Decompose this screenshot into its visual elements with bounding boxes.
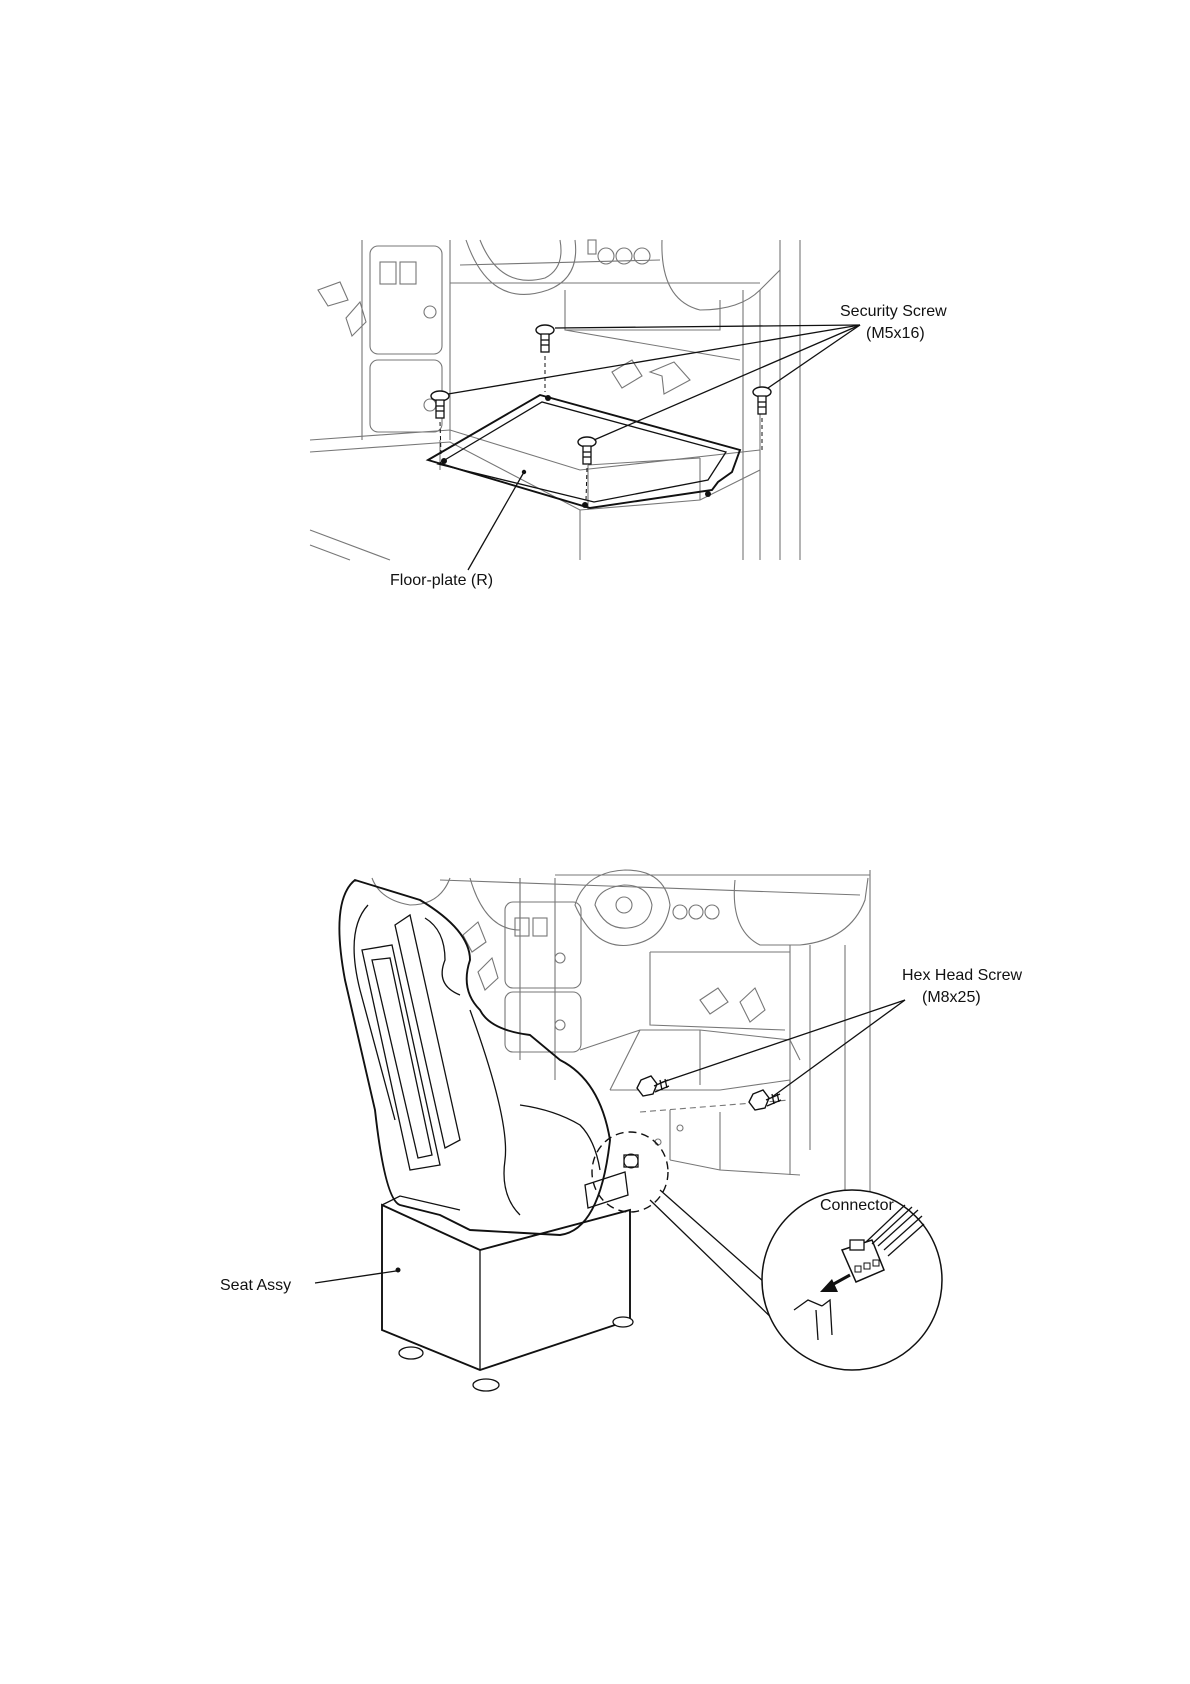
hex-head-screw-label: Hex Head Screw [902,967,1023,984]
security-screw-size-label: (M5x16) [866,325,925,342]
connector-location-marker [592,1132,668,1212]
figure-floor-plate [310,240,947,589]
leader-lines-1 [448,325,860,570]
seat-assy [339,880,633,1391]
connector-detail [650,1190,942,1370]
screw-icon [536,325,554,392]
screw-icon [753,387,771,452]
seat-assy-label: Seat Assy [220,1277,292,1294]
floor-plate-label: Floor-plate (R) [390,572,494,589]
hex-head-screw-size-label: (M8x25) [922,989,981,1006]
hex-screw-icon [637,1076,669,1096]
connector-label: Connector [820,1197,894,1214]
hex-screw-icon [749,1090,781,1110]
figure-seat-assy [220,870,1022,1391]
security-screw-label: Security Screw [840,303,947,320]
